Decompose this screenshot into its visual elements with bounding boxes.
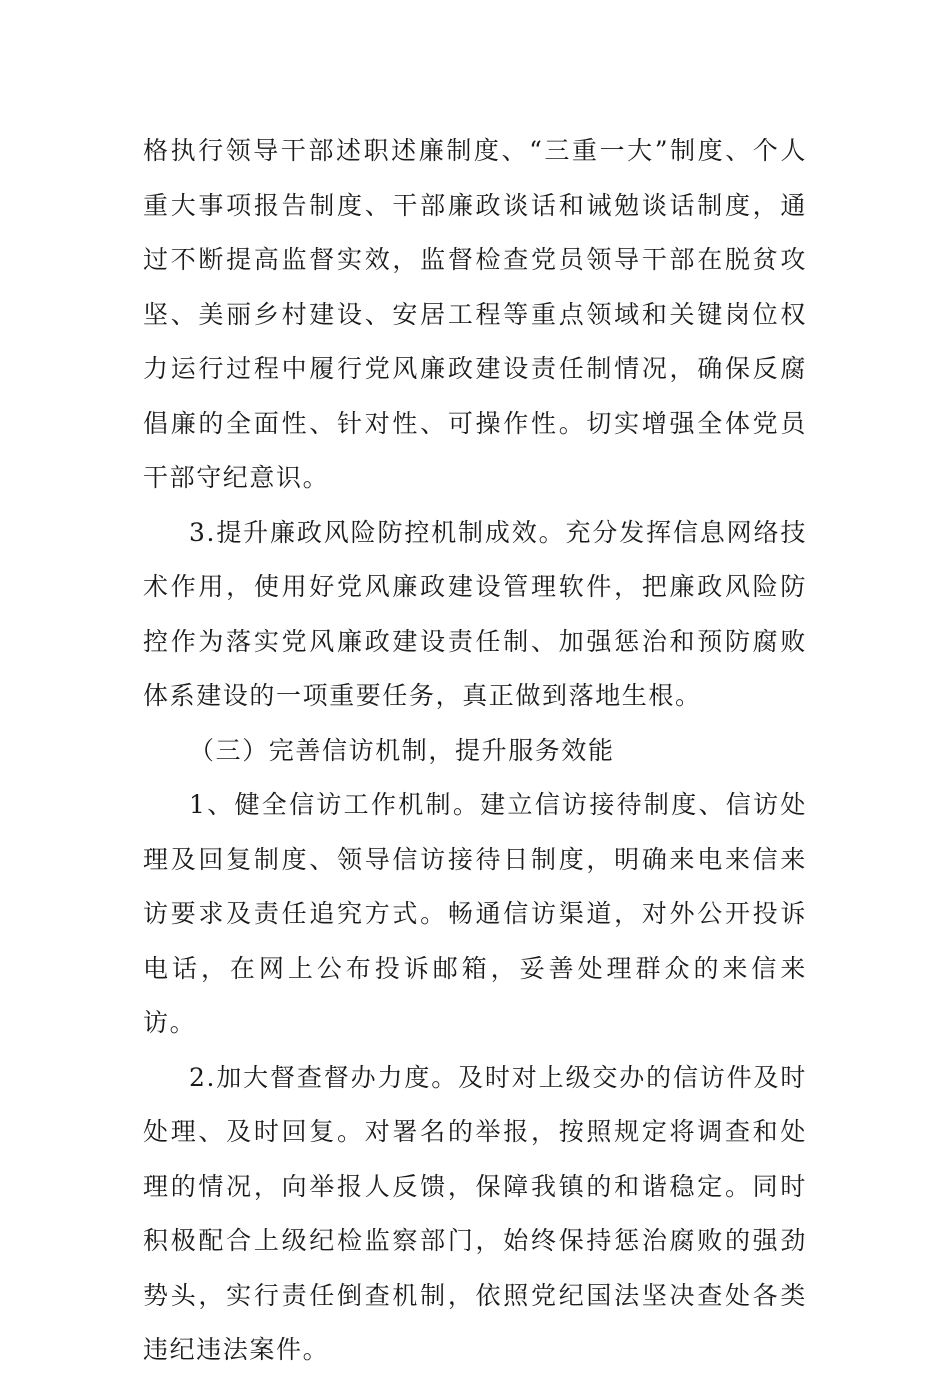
paragraph-item-3-risk-control: 3.提升廉政风险防控机制成效。充分发挥信息网络技术作用，使用好党风廉政建设管理软件，把廉政风险防控作为落实党风廉政建设责任制、加强惩治和预防腐败体系建设的一项重要任务，真正做到落地生根。 [143,517,807,710]
section-heading-petition-mechanism: （三）完善信访机制，提升服务效能 [189,735,615,765]
paragraph-item-2-supervision: 2.加大督查督办力度。及时对上级交办的信访件及时处理、及时回复。对署名的举报，按照规定将调查和处理的情况，向举报人反馈，保障我镇的和谐稳定。同时积极配合上级纪检监察部门，始终保持惩治腐败的强劲势头，实行责任倒查机制，依照党纪国法坚决查处各类违纪违法案件。 [143,1062,807,1364]
document-body [143,124,807,1378]
paragraph-continuation: 格执行领导干部述职述廉制度、“三重一大”制度、个人重大事项报告制度、干部廉政谈话和诫勉谈话制度，通过不断提高监督实效，监督检查党员领导干部在脱贫攻坚、美丽乡村建设、安居工程等重点领域和关键岗位权力运行过程中履行党风廉政建设责任制情况，确保反腐倡廉的全面性、针对性、可操作性。切实增强全体党员干部守纪意识。 [143,136,807,492]
paragraph-item-1-petition-work: 1、健全信访工作机制。建立信访接待制度、信访处理及回复制度、领导信访接待日制度，明确来电来信来访要求及责任追究方式。畅通信访渠道，对外公开投诉电话，在网上公布投诉邮箱，妥善处理群众的来信来访。 [143,790,807,1037]
